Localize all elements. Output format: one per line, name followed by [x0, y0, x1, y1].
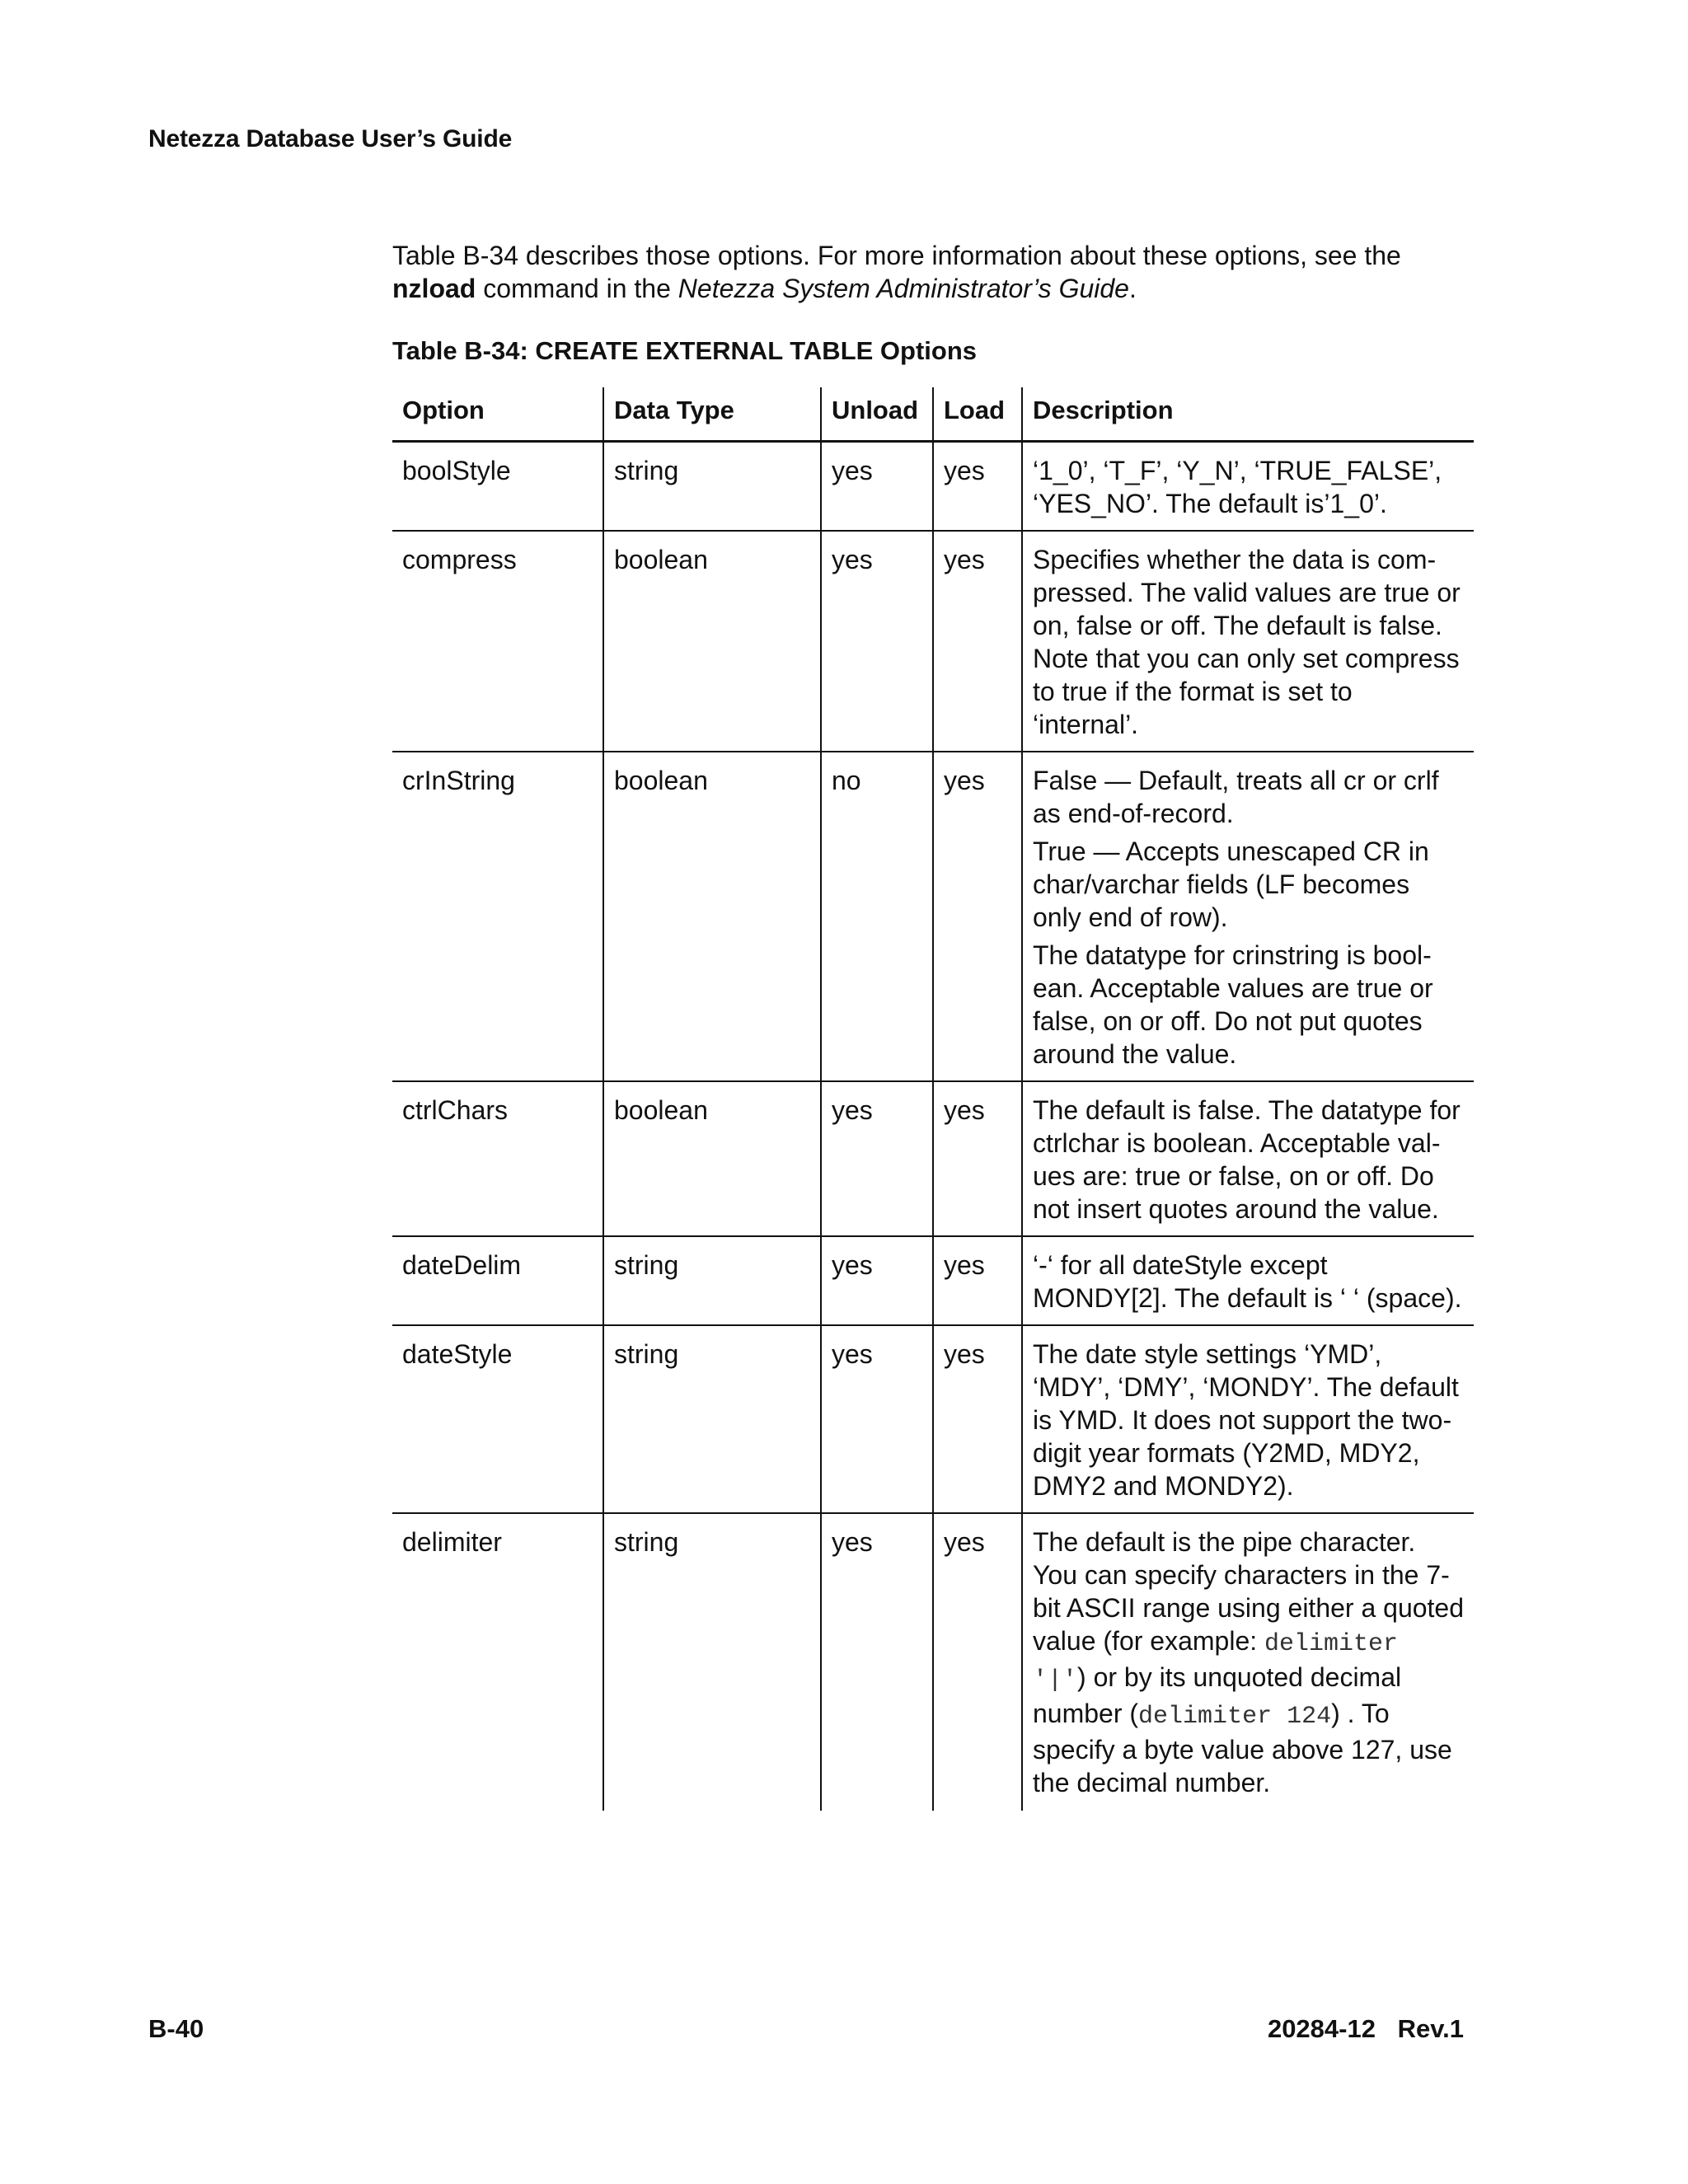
running-header: Netezza Database User’s Guide [148, 125, 513, 152]
description-text: ‘1_0’, ‘T_F’, ‘Y_N’, ‘TRUE_FALSE’, ‘YES_NO’. The default is’1_0’. [1033, 456, 1442, 518]
data-type-cell: boolean [603, 1081, 821, 1236]
description-text: The default is false. The datatype for ctrlchar is boolean. Acceptable val-ues are: true or false, on or off. Do not insert quotes around the value. [1033, 1095, 1461, 1224]
column-header-unload: Unload [821, 387, 933, 442]
option-cell: ctrlChars [392, 1081, 603, 1236]
intro-text-3: . [1128, 274, 1137, 303]
intro-paragraph [392, 239, 1489, 305]
unload-cell: yes [821, 531, 933, 752]
code-sample: delimiter 124 [1138, 1703, 1332, 1731]
intro-text-1: Table B-34 describes those options. For more information about these options, see the [392, 241, 1401, 270]
option-cell: compress [392, 531, 603, 752]
option-cell: dateStyle [392, 1325, 603, 1513]
option-cell: delimiter [402, 1527, 502, 1557]
option-cell: boolStyle [392, 442, 603, 532]
unload-cell: no [821, 752, 933, 1081]
description-cell [1022, 442, 1474, 532]
unload-cell: yes [821, 442, 933, 532]
description-cell [1022, 1325, 1474, 1513]
load-cell: yes [933, 1081, 1022, 1236]
options-table [392, 387, 1474, 1811]
table-row [392, 752, 1474, 1081]
description-fragment: ) . To specify a byte value above 127, use the decimal number. [1033, 1699, 1452, 1797]
table-row [392, 1513, 1474, 1811]
data-type-cell: string [603, 1236, 821, 1325]
load-cell: yes [933, 1236, 1022, 1325]
load-cell: yes [933, 752, 1022, 1081]
load-cell: yes [933, 531, 1022, 752]
intro-command: nzload [392, 274, 476, 303]
description-text: False — Default, treats all cr or crlf as end-of-record. [1033, 766, 1439, 828]
description-cell [1022, 1513, 1474, 1811]
table-row [392, 442, 1474, 532]
data-type-cell: string [603, 442, 821, 532]
table-row [392, 1325, 1474, 1513]
intro-book-title: Netezza System Administrator’s Guide [678, 274, 1129, 303]
description-cell [1022, 531, 1474, 752]
unload-cell: yes [821, 1325, 933, 1513]
code-sample: delimiter '|' [1033, 1630, 1399, 1694]
column-header-data-type: Data Type [603, 387, 821, 442]
load-cell: yes [933, 1325, 1022, 1513]
description-text: ‘-‘ for all dateStyle except MONDY[2]. The default is ‘ ‘ (space). [1033, 1250, 1462, 1313]
description-text: The datatype for crinstring is bool-ean. Acceptable values are true or false, on or off. Do not put quotes around the value. [1033, 940, 1433, 1069]
description-text: The date style settings ‘YMD’, ‘MDY’, ‘DMY’, ‘MONDY’. The default is YMD. It does not support the two-digit year formats (Y2MD, MDY2, DMY2 and MONDY2). [1033, 1339, 1459, 1501]
document-revision: 20284-12 Rev.1 [1267, 2014, 1464, 2043]
table-row [392, 1236, 1474, 1325]
description-text [1033, 1526, 1464, 1799]
unload-cell: yes [821, 1081, 933, 1236]
unload-cell: yes [821, 1513, 933, 1811]
table-row [392, 531, 1474, 752]
column-header-load: Load [933, 387, 1022, 442]
data-type-cell: boolean [603, 531, 821, 752]
table-caption: Table B-34: CREATE EXTERNAL TABLE Options [392, 336, 978, 365]
unload-cell: yes [821, 1236, 933, 1325]
load-cell: yes [933, 442, 1022, 532]
table-header-row [392, 387, 1474, 442]
description-text: Specifies whether the data is com-pressed. The valid values are true or on, false or off. The default is false. Note that you can only set compress to true if the format is set to ‘internal’. [1033, 545, 1461, 739]
table-row [392, 1081, 1474, 1236]
description-fragment: The default is the pipe character. You can specify characters in the 7-bit ASCII range using either a quoted value (for example: [1033, 1527, 1465, 1656]
option-cell: dateDelim [392, 1236, 603, 1325]
data-type-cell: string [603, 1325, 821, 1513]
description-cell [1022, 1236, 1474, 1325]
load-cell: yes [933, 1513, 1022, 1811]
column-header-option: Option [392, 387, 603, 442]
data-type-cell: boolean [603, 752, 821, 1081]
intro-text-2: command in the [476, 274, 678, 303]
data-type-cell: string [603, 1513, 821, 1811]
description-cell [1022, 752, 1474, 1081]
page-number: B-40 [148, 2014, 204, 2043]
description-cell [1022, 1081, 1474, 1236]
description-fragment: ) or by its unquoted decimal number ( [1033, 1662, 1402, 1728]
description-text: True — Accepts unescaped CR in char/varchar fields (LF becomes only end of row). [1033, 837, 1429, 932]
option-cell: crInString [392, 752, 603, 1081]
column-header-description: Description [1022, 387, 1474, 442]
